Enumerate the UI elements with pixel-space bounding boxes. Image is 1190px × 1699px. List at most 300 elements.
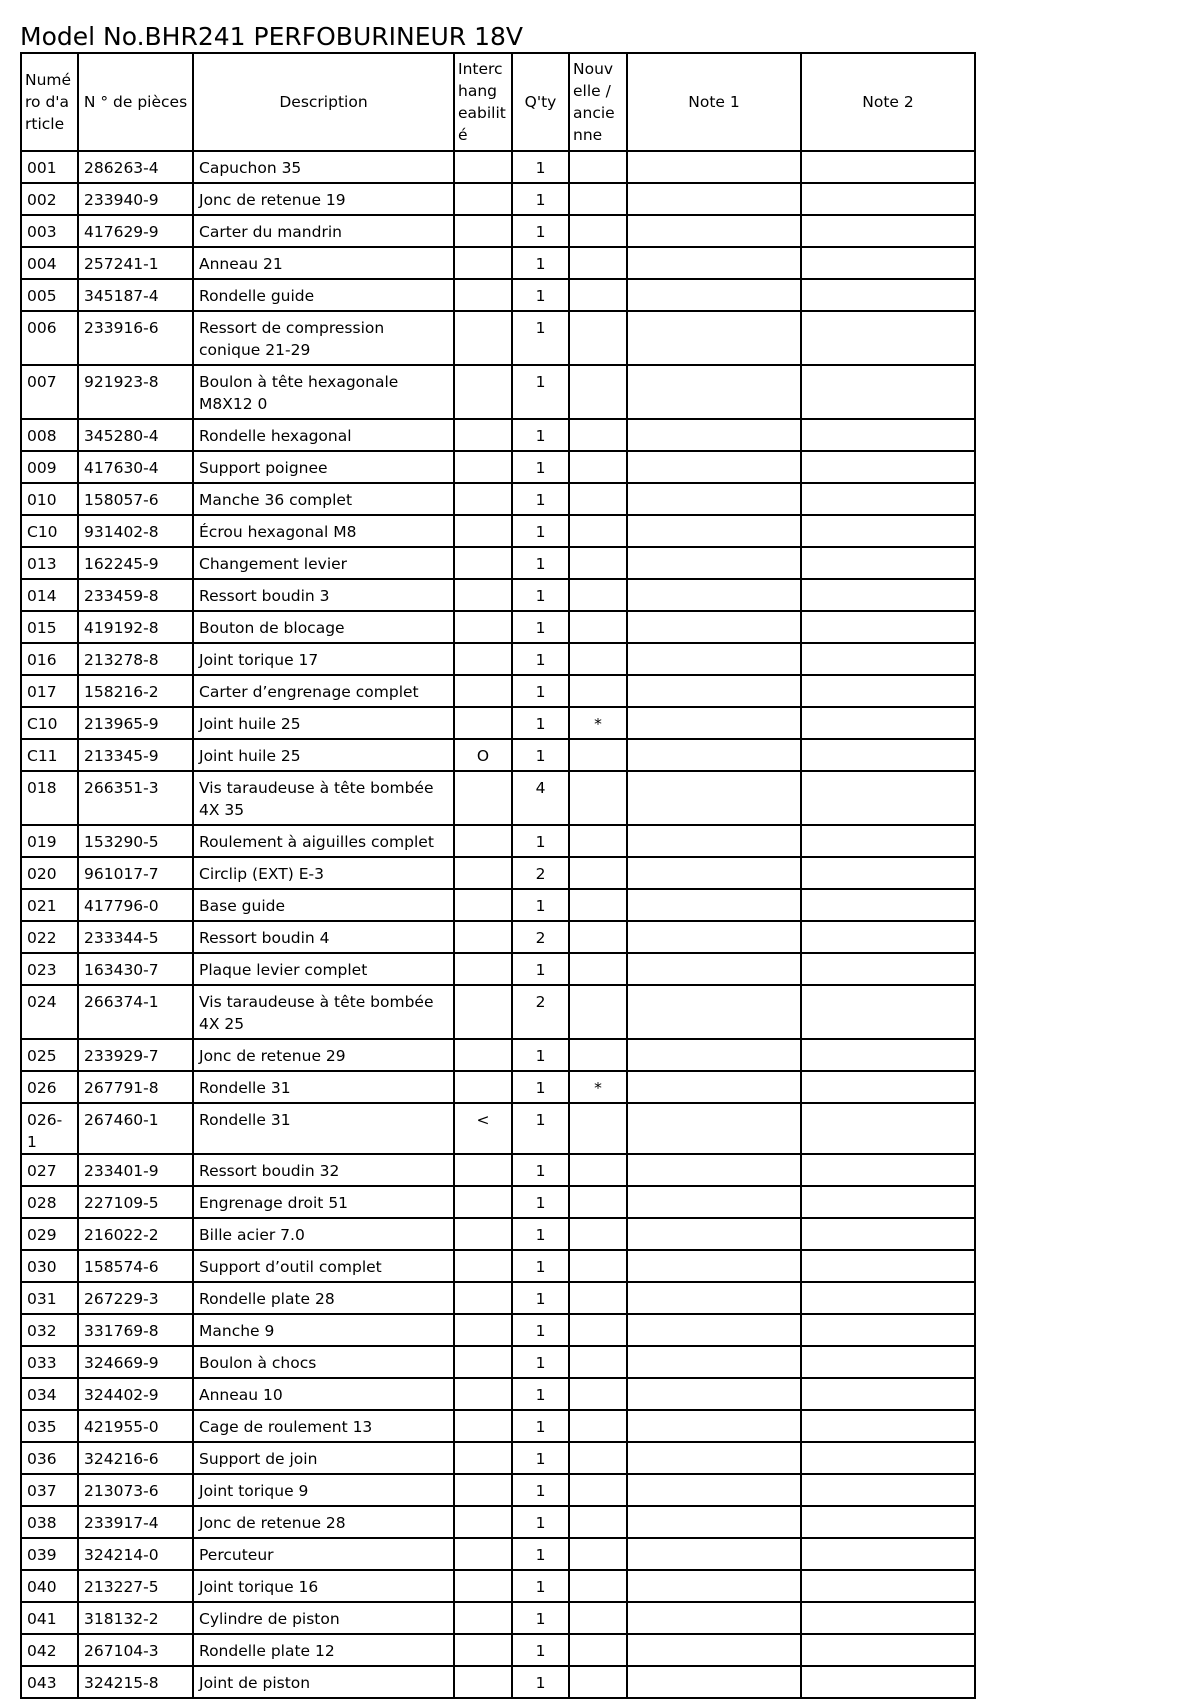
part-no-cell-text: 417630-4 xyxy=(84,459,159,477)
item-no-cell-text: 026 xyxy=(27,1079,57,1097)
new-old-cell xyxy=(569,451,627,483)
item-no-cell-text: 039 xyxy=(27,1546,57,1564)
table-row xyxy=(21,1039,975,1071)
item-no-cell xyxy=(21,215,78,247)
item-no-cell-text: 038 xyxy=(27,1514,57,1532)
note2-cell-text xyxy=(802,858,974,863)
new-old-cell-text xyxy=(570,366,626,371)
new-old-cell-text: * xyxy=(594,715,602,733)
interchangeability-cell xyxy=(454,1442,512,1474)
description-cell xyxy=(193,483,454,515)
description-cell-text: Anneau 10 xyxy=(199,1386,283,1404)
note1-cell xyxy=(627,889,801,921)
interchangeability-cell xyxy=(454,279,512,311)
interchangeability-cell-text xyxy=(455,184,511,189)
part-no-cell xyxy=(78,1250,193,1282)
qty-cell xyxy=(512,1634,569,1666)
table-row xyxy=(21,311,975,365)
description-cell-text: Capuchon 35 xyxy=(199,159,302,177)
interchangeability-cell xyxy=(454,483,512,515)
new-old-cell-text xyxy=(570,922,626,927)
part-no-cell xyxy=(78,1410,193,1442)
interchangeability-cell xyxy=(454,215,512,247)
table-row xyxy=(21,1538,975,1570)
description-cell xyxy=(193,825,454,857)
part-no-cell xyxy=(78,515,193,547)
interchangeability-cell xyxy=(454,1186,512,1218)
description-cell xyxy=(193,1103,454,1154)
item-no-cell-text: 001 xyxy=(27,159,57,177)
new-old-cell-text xyxy=(570,1635,626,1640)
qty-cell-text: 1 xyxy=(535,1258,546,1276)
new-old-cell-text xyxy=(570,580,626,585)
part-no-cell xyxy=(78,985,193,1039)
note1-cell-text xyxy=(628,216,800,221)
qty-cell xyxy=(512,921,569,953)
part-no-cell xyxy=(78,547,193,579)
part-no-cell xyxy=(78,1570,193,1602)
part-no-cell xyxy=(78,1602,193,1634)
qty-cell xyxy=(512,419,569,451)
note2-cell xyxy=(801,451,975,483)
new-old-cell-text xyxy=(570,890,626,895)
item-no-cell-text: 009 xyxy=(27,459,57,477)
note1-cell xyxy=(627,985,801,1039)
part-no-cell xyxy=(78,579,193,611)
interchangeability-cell-text xyxy=(455,676,511,681)
new-old-cell-text xyxy=(570,1539,626,1544)
interchangeability-cell xyxy=(454,857,512,889)
item-no-cell-text: C11 xyxy=(27,747,58,765)
new-old-cell-text xyxy=(570,1571,626,1576)
qty-cell xyxy=(512,279,569,311)
interchangeability-cell-text xyxy=(455,986,511,991)
description-cell-text: Bille acier 7.0 xyxy=(199,1226,305,1244)
new-old-cell-text xyxy=(570,644,626,649)
item-no-cell xyxy=(21,707,78,739)
header-interchangeability xyxy=(454,53,512,151)
item-no-cell-text: 006 xyxy=(27,319,57,337)
qty-cell-text: 1 xyxy=(535,159,546,177)
note2-cell-text xyxy=(802,1104,974,1109)
description-cell xyxy=(193,857,454,889)
note2-cell xyxy=(801,771,975,825)
interchangeability-cell-text xyxy=(455,1155,511,1160)
interchangeability-cell xyxy=(454,1474,512,1506)
part-no-cell-text: 417796-0 xyxy=(84,897,159,915)
qty-cell-text: 1 xyxy=(535,587,546,605)
qty-cell-text: 2 xyxy=(535,993,546,1011)
qty-cell xyxy=(512,1282,569,1314)
description-cell xyxy=(193,1410,454,1442)
new-old-cell xyxy=(569,889,627,921)
description-cell-text: Boulon à tête hexagonale M8X12 0 xyxy=(199,373,399,413)
part-no-cell-text: 318132-2 xyxy=(84,1610,159,1628)
description-cell-text: Percuteur xyxy=(199,1546,274,1564)
new-old-cell xyxy=(569,579,627,611)
note1-cell-text xyxy=(628,986,800,991)
header-part-no-label: N ° de pièces xyxy=(83,93,188,111)
description-cell xyxy=(193,1250,454,1282)
part-no-cell-text: 324214-0 xyxy=(84,1546,159,1564)
qty-cell-text: 1 xyxy=(535,1450,546,1468)
new-old-cell xyxy=(569,365,627,419)
item-no-cell-text: 008 xyxy=(27,427,57,445)
new-old-cell-text xyxy=(570,858,626,863)
qty-cell xyxy=(512,889,569,921)
description-cell xyxy=(193,1039,454,1071)
note1-cell-text xyxy=(628,1347,800,1352)
table-row xyxy=(21,579,975,611)
item-no-cell-text: 028 xyxy=(27,1194,57,1212)
note2-cell-text xyxy=(802,1603,974,1608)
table-row xyxy=(21,1666,975,1698)
description-cell xyxy=(193,1154,454,1186)
description-cell xyxy=(193,953,454,985)
item-no-cell xyxy=(21,857,78,889)
qty-cell-text: 1 xyxy=(535,555,546,573)
interchangeability-cell-text xyxy=(455,1219,511,1224)
interchangeability-cell xyxy=(454,771,512,825)
part-no-cell xyxy=(78,739,193,771)
description-cell xyxy=(193,1218,454,1250)
new-old-cell xyxy=(569,1186,627,1218)
note2-cell-text xyxy=(802,1635,974,1640)
part-no-cell xyxy=(78,1103,193,1154)
part-no-cell-text: 162245-9 xyxy=(84,555,159,573)
qty-cell-text: 1 xyxy=(535,1047,546,1065)
interchangeability-cell xyxy=(454,1039,512,1071)
note2-cell-text xyxy=(802,1507,974,1512)
note2-cell-text xyxy=(802,1072,974,1077)
description-cell xyxy=(193,1602,454,1634)
note1-cell xyxy=(627,643,801,675)
qty-cell-text: 1 xyxy=(535,255,546,273)
part-no-cell-text: 213227-5 xyxy=(84,1578,159,1596)
qty-cell xyxy=(512,771,569,825)
table-header-row xyxy=(21,53,975,151)
part-no-cell-text: 213073-6 xyxy=(84,1482,159,1500)
table-row xyxy=(21,1154,975,1186)
item-no-cell-text: 042 xyxy=(27,1642,57,1660)
qty-cell xyxy=(512,215,569,247)
new-old-cell xyxy=(569,1039,627,1071)
description-cell xyxy=(193,1506,454,1538)
part-no-cell xyxy=(78,921,193,953)
interchangeability-cell-text xyxy=(455,1603,511,1608)
new-old-cell xyxy=(569,675,627,707)
qty-cell-text: 1 xyxy=(535,651,546,669)
qty-cell-text: 1 xyxy=(535,523,546,541)
new-old-cell-text xyxy=(570,1347,626,1352)
note2-cell-text xyxy=(802,890,974,895)
description-cell xyxy=(193,985,454,1039)
table-row xyxy=(21,771,975,825)
qty-cell xyxy=(512,857,569,889)
item-no-cell xyxy=(21,1314,78,1346)
note1-cell-text xyxy=(628,1072,800,1077)
new-old-cell-text xyxy=(570,1603,626,1608)
description-cell xyxy=(193,1186,454,1218)
description-cell-text: Support d’outil complet xyxy=(199,1258,382,1276)
description-cell-text: Rondelle plate 28 xyxy=(199,1290,335,1308)
note1-cell xyxy=(627,1282,801,1314)
note1-cell xyxy=(627,739,801,771)
table-row xyxy=(21,247,975,279)
note1-cell xyxy=(627,419,801,451)
interchangeability-cell xyxy=(454,707,512,739)
new-old-cell-text xyxy=(570,1379,626,1384)
description-cell xyxy=(193,1346,454,1378)
description-cell xyxy=(193,1634,454,1666)
part-no-cell xyxy=(78,247,193,279)
interchangeability-cell xyxy=(454,183,512,215)
part-no-cell xyxy=(78,889,193,921)
new-old-cell-text xyxy=(570,612,626,617)
part-no-cell xyxy=(78,825,193,857)
table-row xyxy=(21,1250,975,1282)
part-no-cell xyxy=(78,365,193,419)
note1-cell-text xyxy=(628,1571,800,1576)
interchangeability-cell xyxy=(454,675,512,707)
new-old-cell xyxy=(569,857,627,889)
item-no-cell xyxy=(21,365,78,419)
interchangeability-cell xyxy=(454,921,512,953)
header-item-no xyxy=(21,53,78,151)
item-no-cell xyxy=(21,1378,78,1410)
interchangeability-cell-text xyxy=(455,644,511,649)
new-old-cell xyxy=(569,643,627,675)
note2-cell xyxy=(801,921,975,953)
item-no-cell-text: 004 xyxy=(27,255,57,273)
item-no-cell xyxy=(21,611,78,643)
part-no-cell xyxy=(78,1154,193,1186)
interchangeability-cell-text xyxy=(455,516,511,521)
note1-cell xyxy=(627,1346,801,1378)
part-no-cell-text: 216022-2 xyxy=(84,1226,159,1244)
new-old-cell-text xyxy=(570,954,626,959)
description-cell-text: Jonc de retenue 19 xyxy=(199,191,346,209)
qty-cell xyxy=(512,739,569,771)
description-cell xyxy=(193,1071,454,1103)
new-old-cell xyxy=(569,183,627,215)
description-cell-text: Manche 36 complet xyxy=(199,491,353,509)
part-no-cell-text: 324215-8 xyxy=(84,1674,159,1692)
note2-cell xyxy=(801,1378,975,1410)
note1-cell-text xyxy=(628,1507,800,1512)
note1-cell xyxy=(627,1410,801,1442)
qty-cell xyxy=(512,611,569,643)
item-no-cell-text: 029 xyxy=(27,1226,57,1244)
item-no-cell xyxy=(21,1154,78,1186)
note2-cell xyxy=(801,1282,975,1314)
qty-cell xyxy=(512,1218,569,1250)
new-old-cell-text xyxy=(570,1475,626,1480)
description-cell-text: Cage de roulement 13 xyxy=(199,1418,373,1436)
description-cell-text: Changement levier xyxy=(199,555,348,573)
note2-cell-text xyxy=(802,1187,974,1192)
note1-cell xyxy=(627,547,801,579)
part-no-cell-text: 417629-9 xyxy=(84,223,159,241)
note1-cell xyxy=(627,1602,801,1634)
new-old-cell xyxy=(569,1250,627,1282)
note2-cell-text xyxy=(802,484,974,489)
table-row xyxy=(21,1570,975,1602)
new-old-cell xyxy=(569,825,627,857)
qty-cell-text: 1 xyxy=(535,1418,546,1436)
note2-cell xyxy=(801,365,975,419)
part-no-cell xyxy=(78,1474,193,1506)
item-no-cell-text: 014 xyxy=(27,587,57,605)
note2-cell-text xyxy=(802,1283,974,1288)
interchangeability-cell xyxy=(454,247,512,279)
table-row xyxy=(21,1186,975,1218)
note1-cell-text xyxy=(628,772,800,777)
qty-cell xyxy=(512,1666,569,1698)
interchangeability-cell-text xyxy=(455,612,511,617)
item-no-cell xyxy=(21,183,78,215)
note1-cell-text xyxy=(628,1539,800,1544)
new-old-cell-text xyxy=(570,1155,626,1160)
note2-cell xyxy=(801,515,975,547)
new-old-cell xyxy=(569,707,627,739)
item-no-cell-text: 034 xyxy=(27,1386,57,1404)
interchangeability-cell-text xyxy=(455,954,511,959)
note2-cell-text xyxy=(802,1475,974,1480)
part-no-cell xyxy=(78,953,193,985)
qty-cell-text: 1 xyxy=(535,459,546,477)
qty-cell xyxy=(512,1186,569,1218)
part-no-cell xyxy=(78,183,193,215)
note2-cell xyxy=(801,1538,975,1570)
qty-cell xyxy=(512,579,569,611)
interchangeability-cell-text xyxy=(455,420,511,425)
part-no-cell-text: 213278-8 xyxy=(84,651,159,669)
interchangeability-cell xyxy=(454,643,512,675)
note2-cell xyxy=(801,1218,975,1250)
qty-cell-text: 1 xyxy=(535,1578,546,1596)
part-no-cell xyxy=(78,151,193,183)
new-old-cell-text xyxy=(570,1315,626,1320)
new-old-cell xyxy=(569,547,627,579)
note2-cell xyxy=(801,953,975,985)
qty-cell xyxy=(512,183,569,215)
qty-cell xyxy=(512,675,569,707)
note2-cell-text xyxy=(802,366,974,371)
part-no-cell-text: 227109-5 xyxy=(84,1194,159,1212)
interchangeability-cell-text xyxy=(455,1347,511,1352)
description-cell-text: Jonc de retenue 28 xyxy=(199,1514,346,1532)
note2-cell xyxy=(801,1071,975,1103)
part-no-cell xyxy=(78,675,193,707)
note1-cell-text xyxy=(628,1635,800,1640)
note2-cell xyxy=(801,707,975,739)
note1-cell-text xyxy=(628,644,800,649)
new-old-cell xyxy=(569,215,627,247)
note2-cell-text xyxy=(802,1539,974,1544)
description-cell-text: Rondelle 31 xyxy=(199,1111,291,1129)
qty-cell-text: 1 xyxy=(535,1111,546,1129)
description-cell xyxy=(193,365,454,419)
description-cell-text: Ressort boudin 32 xyxy=(199,1162,340,1180)
part-no-cell-text: 158216-2 xyxy=(84,683,159,701)
interchangeability-cell xyxy=(454,1103,512,1154)
qty-cell-text: 1 xyxy=(535,491,546,509)
note2-cell xyxy=(801,985,975,1039)
interchangeability-cell xyxy=(454,825,512,857)
table-row xyxy=(21,1378,975,1410)
note2-cell xyxy=(801,579,975,611)
qty-cell xyxy=(512,151,569,183)
table-row xyxy=(21,483,975,515)
qty-cell-text: 1 xyxy=(535,191,546,209)
item-no-cell xyxy=(21,247,78,279)
note1-cell xyxy=(627,1039,801,1071)
qty-cell-text: 1 xyxy=(535,715,546,733)
item-no-cell xyxy=(21,675,78,707)
qty-cell xyxy=(512,1346,569,1378)
new-old-cell-text xyxy=(570,216,626,221)
note2-cell-text xyxy=(802,216,974,221)
item-no-cell-text: C10 xyxy=(27,715,58,733)
note1-cell xyxy=(627,451,801,483)
part-no-cell-text: 324402-9 xyxy=(84,1386,159,1404)
new-old-cell xyxy=(569,247,627,279)
qty-cell-text: 1 xyxy=(535,223,546,241)
qty-cell xyxy=(512,311,569,365)
note1-cell-text xyxy=(628,248,800,253)
table-row xyxy=(21,857,975,889)
item-no-cell-text: 026-1 xyxy=(27,1111,63,1151)
interchangeability-cell xyxy=(454,1506,512,1538)
note2-cell-text xyxy=(802,826,974,831)
qty-cell xyxy=(512,1039,569,1071)
part-no-cell-text: 421955-0 xyxy=(84,1418,159,1436)
note1-cell-text xyxy=(628,612,800,617)
interchangeability-cell-text xyxy=(455,366,511,371)
part-no-cell-text: 257241-1 xyxy=(84,255,159,273)
part-no-cell-text: 267460-1 xyxy=(84,1111,159,1129)
description-cell-text: Écrou hexagonal M8 xyxy=(199,523,357,541)
interchangeability-cell xyxy=(454,419,512,451)
interchangeability-cell-text xyxy=(455,858,511,863)
note1-cell-text xyxy=(628,922,800,927)
table-row xyxy=(21,1474,975,1506)
item-no-cell xyxy=(21,771,78,825)
part-no-cell xyxy=(78,311,193,365)
note2-cell xyxy=(801,1186,975,1218)
table-row xyxy=(21,1103,975,1154)
description-cell xyxy=(193,1474,454,1506)
qty-cell-text: 1 xyxy=(535,1674,546,1692)
new-old-cell xyxy=(569,1346,627,1378)
note2-cell xyxy=(801,1250,975,1282)
description-cell xyxy=(193,419,454,451)
interchangeability-cell-text xyxy=(455,1283,511,1288)
item-no-cell-text: 032 xyxy=(27,1322,57,1340)
note1-cell-text xyxy=(628,1104,800,1109)
interchangeability-cell-text xyxy=(455,216,511,221)
part-no-cell-text: 163430-7 xyxy=(84,961,159,979)
item-no-cell-text: 002 xyxy=(27,191,57,209)
description-cell xyxy=(193,515,454,547)
description-cell xyxy=(193,1282,454,1314)
note2-cell-text xyxy=(802,676,974,681)
note1-cell xyxy=(627,825,801,857)
new-old-cell xyxy=(569,483,627,515)
item-no-cell-text: 025 xyxy=(27,1047,57,1065)
item-no-cell xyxy=(21,1218,78,1250)
